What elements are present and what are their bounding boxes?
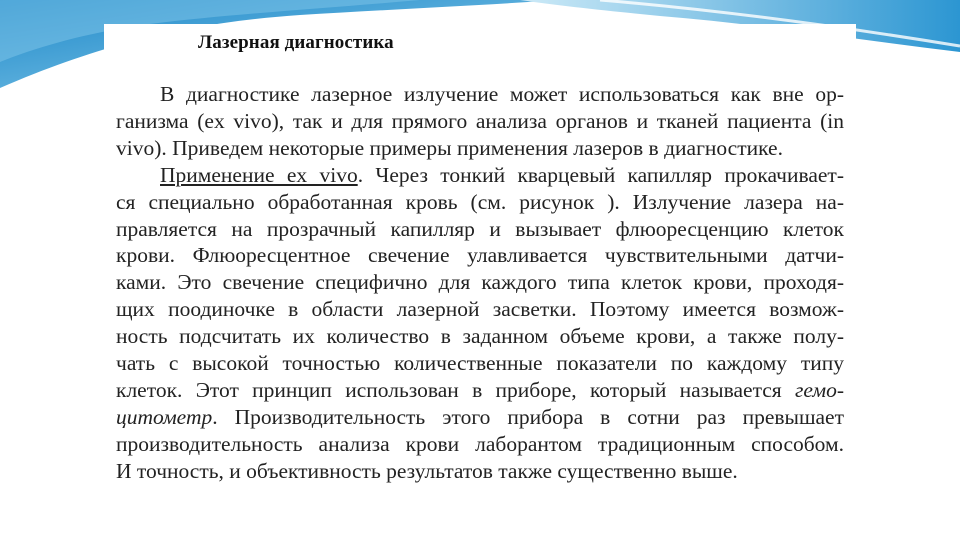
text-fragment: . Через тонкий кварцевый капилляр прокачивает-: [357, 162, 844, 187]
text-line: В диагностике лазерное излучение может использоваться как вне ор-: [160, 82, 844, 106]
text-line: [116, 162, 844, 189]
text-line: щих поодиночке в области лазерной засветки. Поэтому имеется возмож-: [116, 297, 844, 322]
text-line: [116, 404, 844, 431]
document-body: [116, 81, 844, 485]
text-line: ганизма (ex vivo), так и для прямого анализа органов и тканей пациента (in: [116, 108, 844, 133]
page-title: Лазерная диагностика: [198, 32, 394, 53]
text-line: правляется на прозрачный капилляр и вызывает флюоресценцию клеток: [116, 216, 844, 241]
text-line: производительность анализа крови лаборантом традиционным способом.: [116, 431, 844, 456]
text-line: ся специально обработанная кровь (см. рисунок ). Излучение лазера на-: [116, 189, 844, 214]
text-fragment: клеток. Этот принцип использован в приборе, который называется: [116, 377, 795, 402]
text-fragment: . Производительность этого прибора в сотни раз превышает: [212, 404, 844, 429]
text-line: ками. Это свечение специфично для каждого типа клеток крови, проходя-: [116, 270, 844, 295]
text-line: крови. Флюоресцентное свечение улавливается чувствительными датчи-: [116, 243, 844, 268]
text-line: чать с высокой точностью количественные показатели по каждому типу: [116, 351, 844, 376]
section-heading: Применение ex vivo: [160, 162, 358, 187]
text-line: vivo). Приведем некоторые примеры применения лазеров в диагностике.: [116, 135, 783, 160]
text-line: [116, 377, 844, 404]
text-line: И точность, и объективность результатов также существенно выше.: [116, 458, 738, 483]
text-line: ность подсчитать их количество в заданном объеме крови, а также полу-: [116, 324, 844, 349]
term-italic: цитометр: [116, 404, 213, 429]
term-italic: гемо-: [794, 377, 844, 402]
